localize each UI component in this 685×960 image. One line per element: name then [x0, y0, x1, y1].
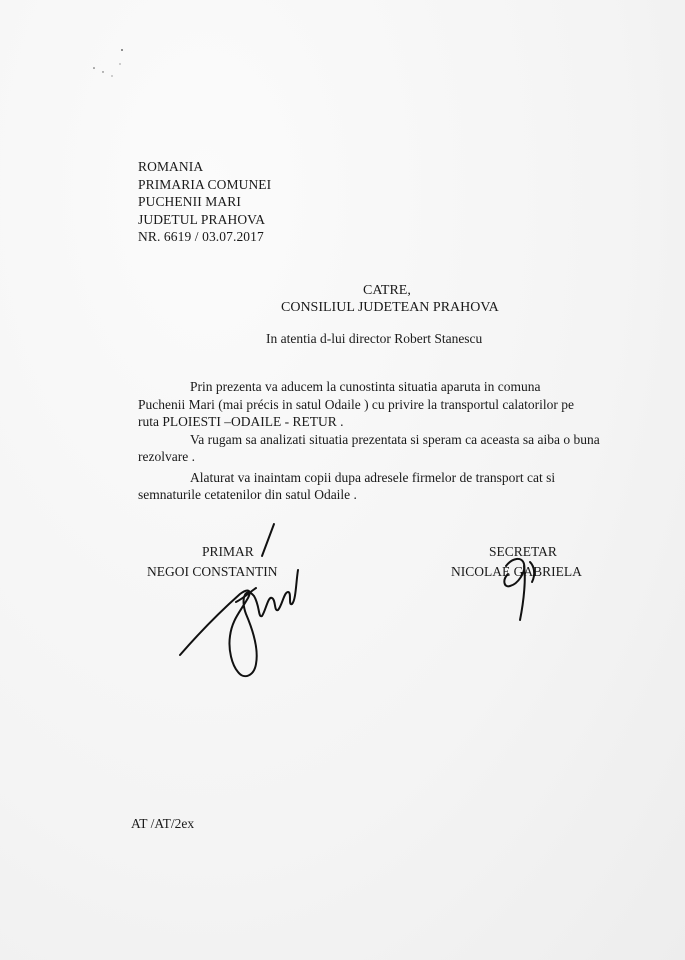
body-line: Prin prezenta va aducem la cunostinta situatia aparuta in comuna — [190, 379, 541, 394]
mayor-name: NEGOI CONSTANTIN — [147, 564, 278, 579]
header-country: ROMANIA — [138, 159, 204, 174]
body-line: Alaturat va inaintam copii dupa adresele firmelor de transport cat si — [190, 469, 556, 485]
recipient-name: CONSILIUL JUDETEAN PRAHOVA — [281, 300, 499, 315]
secretary-name: NICOLAE GABRIELA — [451, 564, 582, 579]
header-county: JUDETUL PRAHOVA — [138, 211, 266, 227]
body-line: ruta PLOIESTI –ODAILE - RETUR . — [138, 414, 344, 429]
body-line: Puchenii Mari (mai précis in satul Odaile ) cu privire la transportul calatorilor pe — [138, 396, 574, 412]
sender-header — [138, 158, 271, 246]
mayor-title: PRIMAR — [202, 544, 254, 559]
attention-line: In atentia d-lui director Robert Stanescu — [266, 331, 483, 346]
letter-body — [138, 378, 600, 504]
header-institution: PRIMARIA COMUNEI — [138, 176, 272, 192]
recipient-to: CATRE, — [363, 283, 411, 298]
body-line: rezolvare . — [138, 449, 195, 464]
document-reference: AT /AT/2ex — [131, 816, 195, 831]
header-reg-number: NR. 6619 / 03.07.2017 — [138, 229, 264, 244]
secretary-title: SECRETAR — [489, 544, 557, 559]
body-line: Va rugam sa analizati situatia prezentata si speram ca aceasta sa aiba o buna — [190, 431, 600, 447]
body-line: semnaturile cetatenilor din satul Odaile . — [138, 487, 357, 502]
header-commune: PUCHENII MARI — [138, 194, 241, 209]
